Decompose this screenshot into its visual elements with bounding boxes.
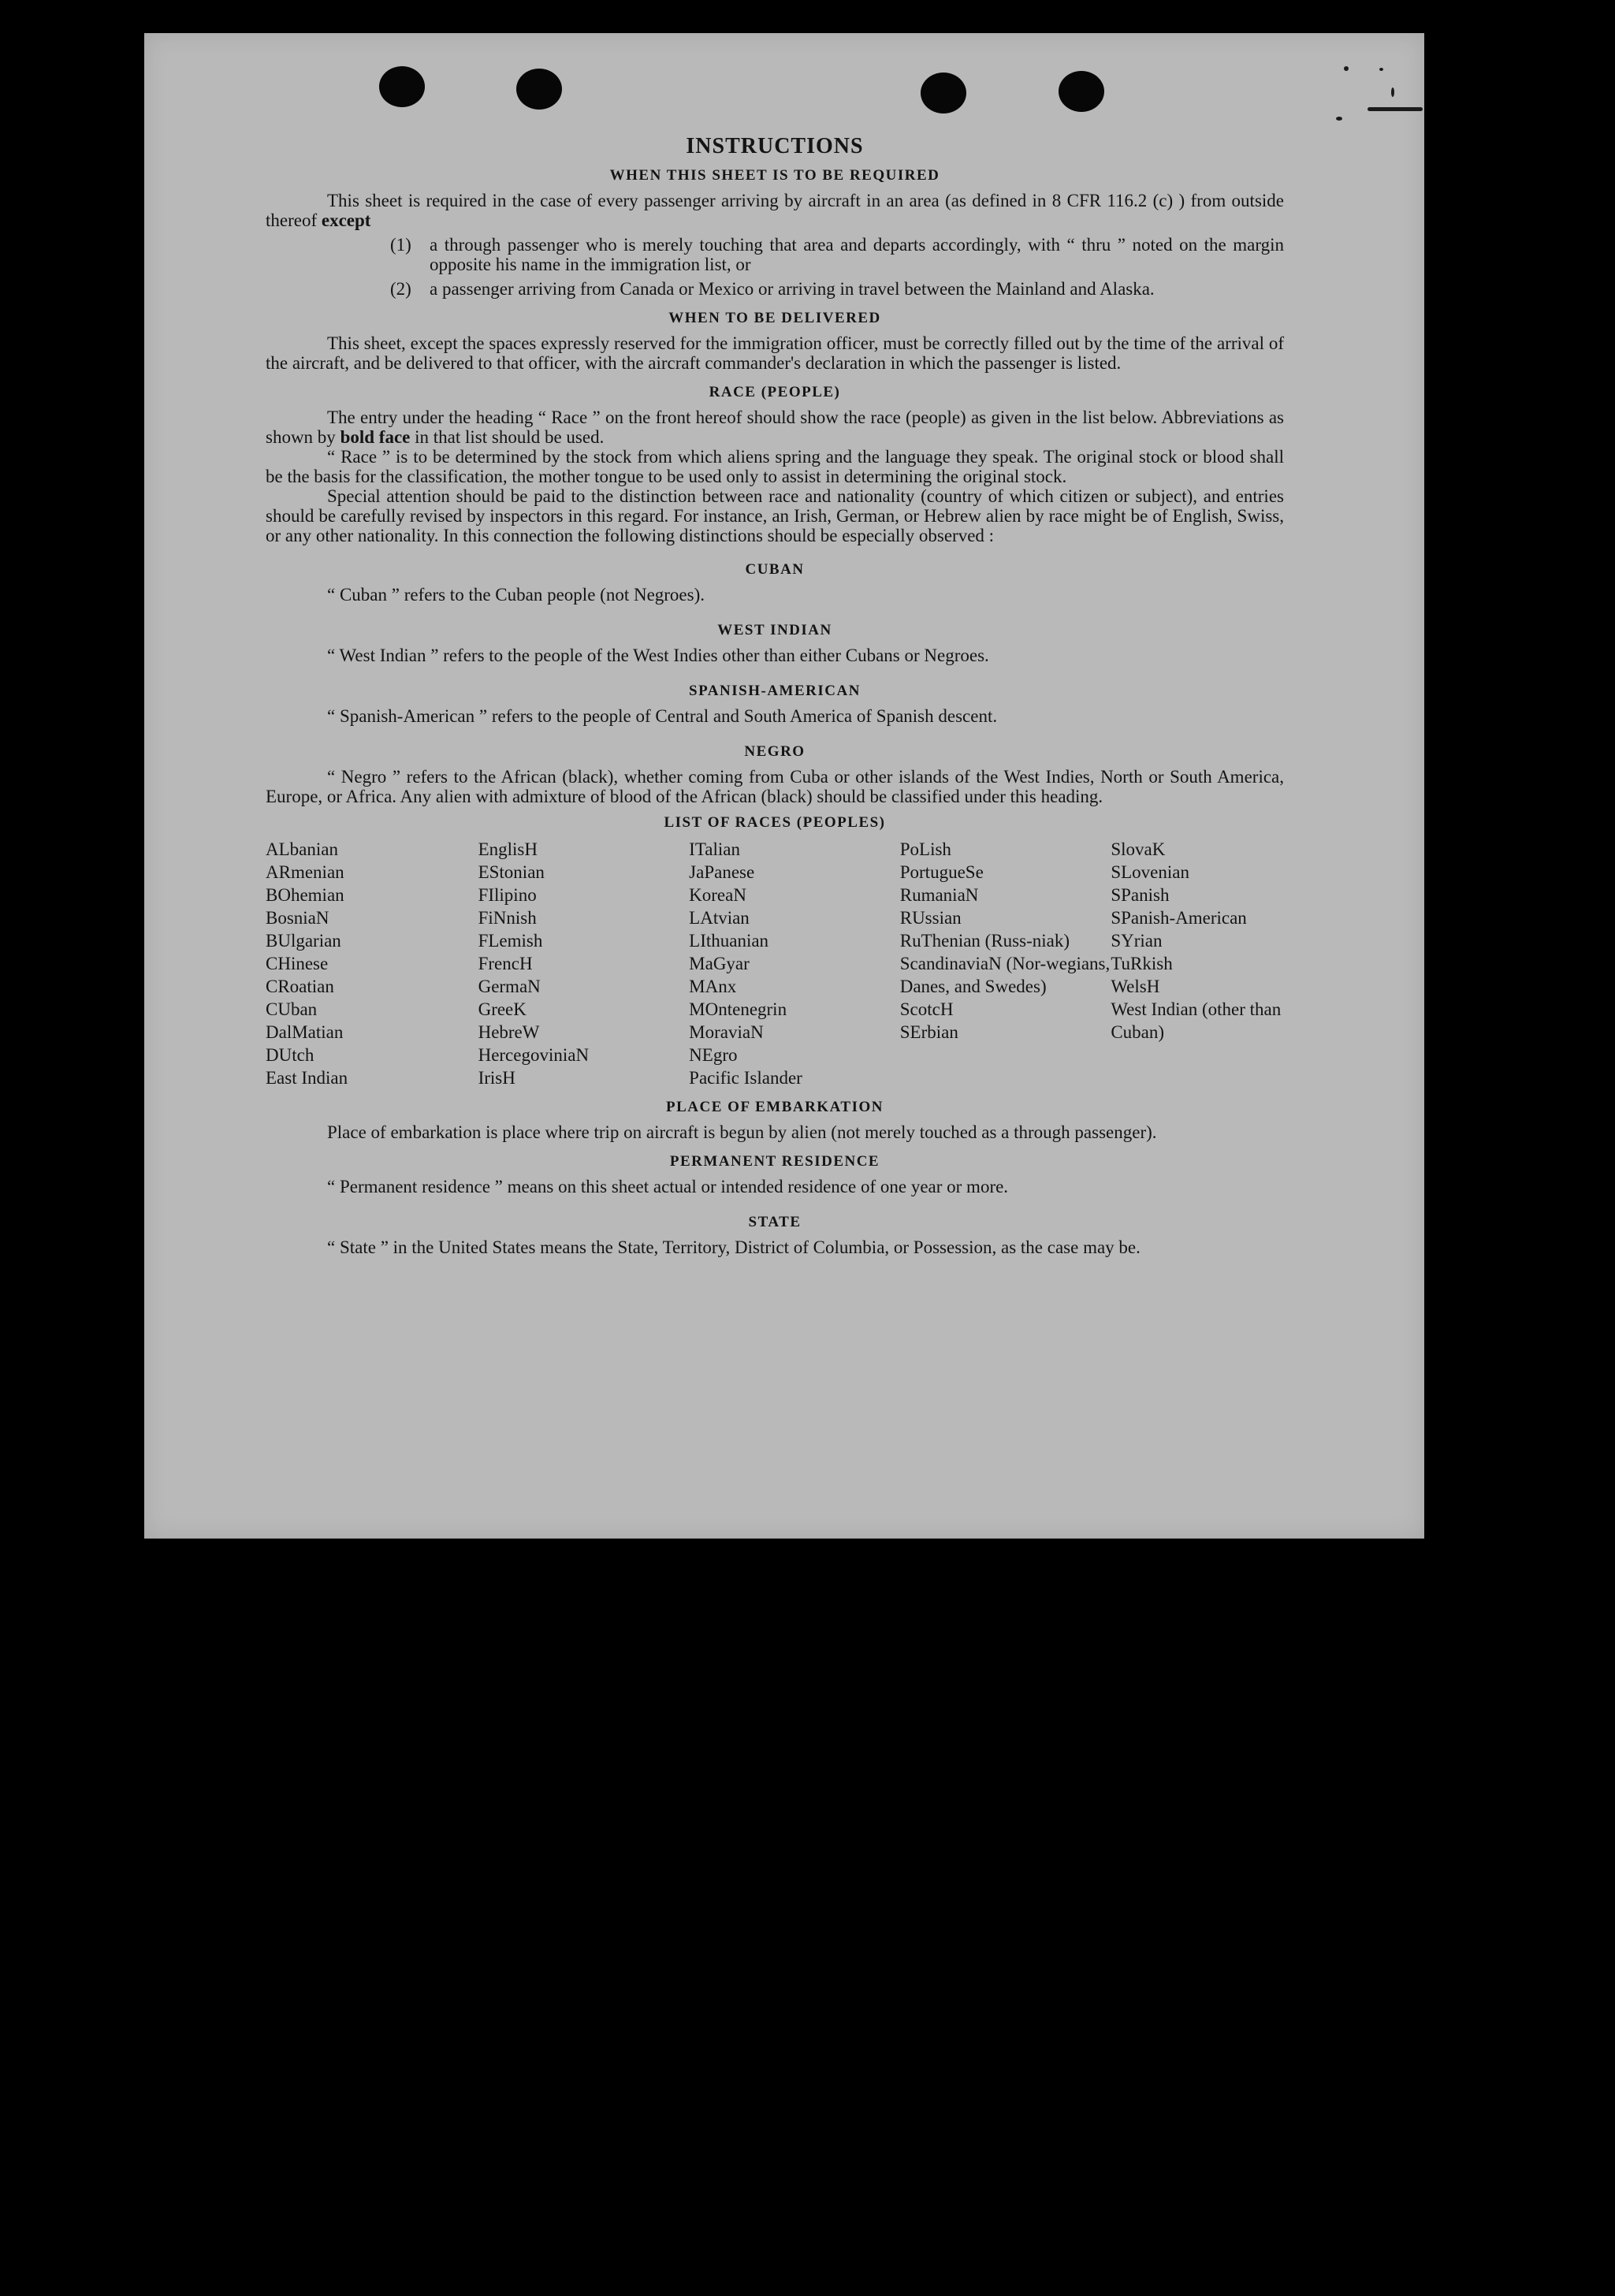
section-heading: NEGRO xyxy=(744,743,806,760)
definition-text: “ Cuban ” refers to the Cuban people (not Negroes). xyxy=(327,585,705,605)
race-item: HercegoviniaN xyxy=(478,1045,590,1065)
punch-hole xyxy=(516,69,562,110)
race-item: SlovaK xyxy=(1111,839,1166,859)
race-item: PoLish xyxy=(899,839,951,859)
list-item: (1) a through passenger who is merely touching that area and departs accordingly, with “ thru ” noted on the margin opposite his name in the immigration list, or xyxy=(390,235,1284,274)
section-heading: PERMANENT RESIDENCE xyxy=(669,1153,880,1170)
race-item: KoreaN xyxy=(689,885,746,905)
races-column xyxy=(478,838,690,1089)
race-item: DUtch xyxy=(266,1045,314,1065)
section-heading: PLACE OF EMBARKATION xyxy=(666,1099,884,1115)
race-item: CRoatian xyxy=(266,977,334,996)
race-item: ARmenian xyxy=(266,862,344,882)
punch-hole xyxy=(379,66,425,107)
race-item: FLemish xyxy=(478,931,543,951)
section-heading: WHEN TO BE DELIVERED xyxy=(668,310,881,326)
race-item: ALbanian xyxy=(266,839,338,859)
race-item: LAtvian xyxy=(689,908,750,928)
race-item: SYrian xyxy=(1111,931,1163,951)
race-item: ScotcH xyxy=(899,999,954,1019)
section-paragraph: The entry under the heading “ Race ” on the front hereof should show the race (people) as given in the list below. Abbreviations as shown by bold face in that list should be used. xyxy=(266,407,1284,447)
races-column xyxy=(266,838,478,1089)
race-item: WelsH xyxy=(1111,977,1160,996)
definition-text: “ Permanent residence ” means on this sheet actual or intended residence of one year or more. xyxy=(327,1177,1009,1196)
race-item: GermaN xyxy=(478,977,541,996)
race-item: RuThenian (Russ-niak) xyxy=(899,931,1070,951)
race-item: BUlgarian xyxy=(266,931,341,951)
race-item: West Indian (other than Cuban) xyxy=(1111,999,1282,1042)
document-sheet xyxy=(144,33,1424,1539)
race-item: FIlipino xyxy=(478,885,537,905)
page-title: INSTRUCTIONS xyxy=(686,134,864,158)
race-item: MOntenegrin xyxy=(689,999,787,1019)
section-paragraph: This sheet is required in the case of every passenger arriving by aircraft in an area (as defined in 8 CFR 116.2 (c) ) from outside thereof except xyxy=(266,191,1284,230)
races-column xyxy=(900,838,1111,1089)
definition-text: “ West Indian ” refers to the people of the West Indies other than either Cubans or Negroes. xyxy=(327,646,989,665)
race-item: EStonian xyxy=(478,862,545,882)
section-heading: WHEN THIS SHEET IS TO BE REQUIRED xyxy=(609,167,940,184)
race-item: ITalian xyxy=(689,839,740,859)
race-item: HebreW xyxy=(478,1022,540,1042)
race-item: PortugueSe xyxy=(899,862,984,882)
races-column xyxy=(689,838,900,1089)
race-item: BosniaN xyxy=(266,908,329,928)
section-heading: CUBAN xyxy=(745,561,805,578)
section-paragraph: “ Race ” is to be determined by the stock from which aliens spring and the language they speak. The original stock or blood shall be the basis for the classification, the mother tongue to be used only to assist in determining the original stock. xyxy=(266,447,1284,486)
race-item: Pacific Islander xyxy=(689,1068,802,1088)
race-item: CUban xyxy=(266,999,318,1019)
race-item: GreeK xyxy=(478,999,527,1019)
race-item: DalMatian xyxy=(266,1022,344,1042)
race-item: FrencH xyxy=(478,954,533,973)
races-list xyxy=(266,838,1284,1089)
instructions-content xyxy=(266,134,1284,1257)
section-heading: RACE (PEOPLE) xyxy=(709,384,841,400)
race-item: LIthuanian xyxy=(689,931,769,951)
section-paragraph: Special attention should be paid to the distinction between race and nationality (country of which citizen or subject), and entries should be carefully revised by inspectors in this regard. For instance, an Irish, German, or Hebrew alien by race might be of English, Swiss, or any other nationality. In this connection the following distinctions should be especially observed : xyxy=(266,486,1284,545)
race-item: MaGyar xyxy=(689,954,750,973)
race-item: MAnx xyxy=(689,977,737,996)
section-paragraph: This sheet, except the spaces expressly reserved for the immigration officer, must be correctly filled out by the time of the arrival of the aircraft, and be delivered to that officer, with the aircraft commander's declaration in which the passenger is listed. xyxy=(266,333,1284,373)
race-item: BOhemian xyxy=(266,885,344,905)
definition-text: “ Spanish-American ” refers to the people of Central and South America of Spanish descent. xyxy=(327,706,998,726)
race-item: EnglisH xyxy=(478,839,538,859)
punch-hole xyxy=(1059,71,1104,112)
race-item: SPanish xyxy=(1111,885,1170,905)
race-item: TuRkish xyxy=(1111,954,1173,973)
section-heading: WEST INDIAN xyxy=(717,622,832,638)
race-item: JaPanese xyxy=(689,862,755,882)
race-item: SLovenian xyxy=(1111,862,1189,882)
list-item: (2) a passenger arriving from Canada or Mexico or arriving in travel between the Mainland and Alaska. xyxy=(390,279,1155,299)
race-item: RUssian xyxy=(899,908,962,928)
races-column xyxy=(1111,838,1284,1089)
race-item: ScandinaviaN (Nor-wegians, Danes, and Swedes) xyxy=(899,954,1111,996)
ink-specks xyxy=(1249,44,1415,147)
race-item: NEgro xyxy=(689,1045,738,1065)
definition-text: “ State ” in the United States means the State, Territory, District of Columbia, or Possession, as the case may be. xyxy=(327,1237,1141,1257)
section-heading: STATE xyxy=(748,1214,802,1230)
punch-hole xyxy=(921,73,966,113)
race-item: FiNnish xyxy=(478,908,537,928)
races-list-heading: LIST OF RACES (PEOPLES) xyxy=(664,814,886,831)
definition-text: “ Negro ” refers to the African (black), whether coming from Cuba or other islands of the West Indies, North or South America, Europe, or Africa. Any alien with admixture of blood of the African (black) should be classified under this heading. xyxy=(266,767,1284,806)
race-item: SErbian xyxy=(899,1022,958,1042)
race-item: SPanish-American xyxy=(1111,908,1247,928)
race-item: IrisH xyxy=(478,1068,515,1088)
section-paragraph: Place of embarkation is place where trip on aircraft is begun by alien (not merely touched as a through passenger). xyxy=(327,1122,1157,1142)
race-item: MoraviaN xyxy=(689,1022,764,1042)
race-item: CHinese xyxy=(266,954,329,973)
section-heading: SPANISH-AMERICAN xyxy=(689,683,861,699)
race-item: East Indian xyxy=(266,1068,348,1088)
race-item: RumaniaN xyxy=(899,885,979,905)
